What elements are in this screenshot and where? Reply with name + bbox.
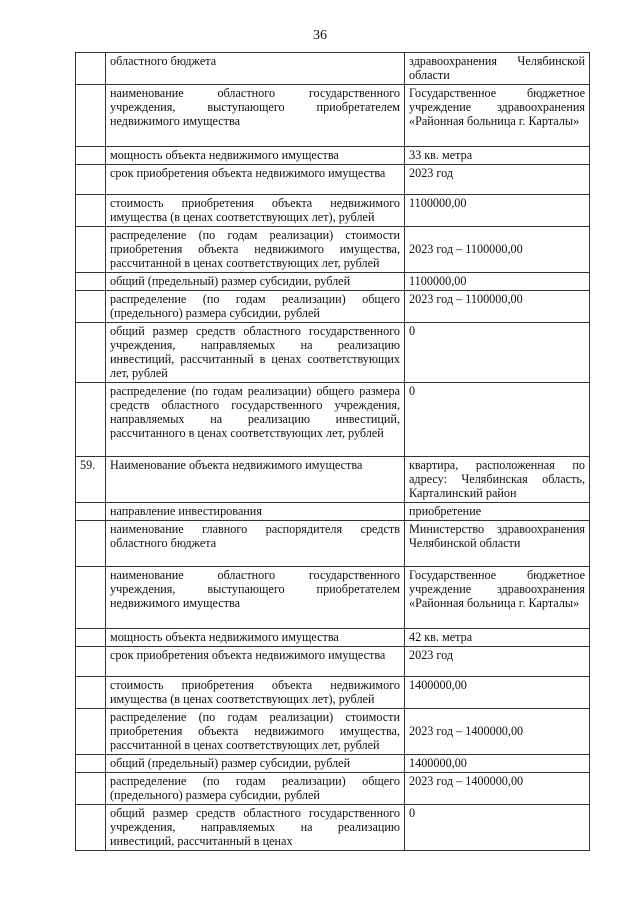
table-row — [76, 273, 590, 291]
row-number — [76, 521, 106, 567]
row-value: 0 — [405, 805, 590, 851]
table-row — [76, 53, 590, 85]
row-description: областного бюджета — [106, 53, 405, 85]
table-row — [76, 383, 590, 457]
row-number — [76, 629, 106, 647]
table-row — [76, 755, 590, 773]
table-row — [76, 147, 590, 165]
row-number — [76, 773, 106, 805]
row-value: Государственное бюджетное учреждение здравоохранения «Районная больница г. Карталы» — [405, 85, 590, 147]
row-number — [76, 165, 106, 195]
row-description: общий (предельный) размер субсидии, рублей — [106, 755, 405, 773]
table-row — [76, 709, 590, 755]
row-description: распределение (по годам реализации) общего (предельного) размера субсидии, рублей — [106, 773, 405, 805]
investment-table — [75, 52, 590, 851]
row-description: мощность объекта недвижимого имущества — [106, 147, 405, 165]
table-row — [76, 647, 590, 677]
table-row — [76, 85, 590, 147]
row-description: стоимость приобретения объекта недвижимого имущества (в ценах соответствующих лет), рублей — [106, 677, 405, 709]
row-number — [76, 677, 106, 709]
row-value: квартира, расположенная по адресу: Челябинская область, Карталинский район — [405, 457, 590, 503]
row-number — [76, 195, 106, 227]
table-row — [76, 773, 590, 805]
table-row — [76, 629, 590, 647]
row-number — [76, 227, 106, 273]
row-value: 2023 год – 1400000,00 — [405, 773, 590, 805]
row-description: наименование главного распорядителя средств областного бюджета — [106, 521, 405, 567]
row-value: здравоохранения Челябинской области — [405, 53, 590, 85]
row-value: 1100000,00 — [405, 195, 590, 227]
row-description: распределение (по годам реализации) стоимости приобретения объекта недвижимого имущества, рассчитанной в ценах соответствующих лет, рублей — [106, 709, 405, 755]
row-value: 42 кв. метра — [405, 629, 590, 647]
row-number — [76, 805, 106, 851]
row-number — [76, 291, 106, 323]
row-number — [76, 383, 106, 457]
row-value: 0 — [405, 323, 590, 383]
table-row — [76, 457, 590, 503]
row-description: стоимость приобретения объекта недвижимого имущества (в ценах соответствующих лет), рублей — [106, 195, 405, 227]
row-value: 1400000,00 — [405, 755, 590, 773]
table-row — [76, 521, 590, 567]
row-value: 2023 год — [405, 647, 590, 677]
row-number — [76, 85, 106, 147]
row-value: 2023 год – 1100000,00 — [405, 291, 590, 323]
table-row — [76, 805, 590, 851]
row-value: 1400000,00 — [405, 677, 590, 709]
table-row — [76, 227, 590, 273]
row-number — [76, 755, 106, 773]
row-number — [76, 53, 106, 85]
row-description: срок приобретения объекта недвижимого имущества — [106, 647, 405, 677]
row-number: 59. — [76, 457, 106, 503]
row-number — [76, 273, 106, 291]
row-value: 2023 год – 1400000,00 — [405, 709, 590, 755]
row-number — [76, 647, 106, 677]
row-number — [76, 323, 106, 383]
page-number: 36 — [313, 28, 327, 43]
table-row — [76, 165, 590, 195]
table-row — [76, 567, 590, 629]
row-value: Министерство здравоохранения Челябинской области — [405, 521, 590, 567]
row-value: 2023 год – 1100000,00 — [405, 227, 590, 273]
table-row — [76, 503, 590, 521]
row-description: мощность объекта недвижимого имущества — [106, 629, 405, 647]
table-row — [76, 677, 590, 709]
row-number — [76, 503, 106, 521]
row-description: срок приобретения объекта недвижимого имущества — [106, 165, 405, 195]
row-number — [76, 709, 106, 755]
row-description: распределение (по годам реализации) стоимости приобретения объекта недвижимого имущества, рассчитанной в ценах соответствующих лет, рублей — [106, 227, 405, 273]
row-description: распределение (по годам реализации) общего размера средств областного государственного учреждения, направляемых на реализацию инвестиций, рассчитанного в ценах соответствующих лет, рублей — [106, 383, 405, 457]
row-value: Государственное бюджетное учреждение здравоохранения «Районная больница г. Карталы» — [405, 567, 590, 629]
row-value: 1100000,00 — [405, 273, 590, 291]
row-description: наименование областного государственного учреждения, выступающего приобретателем недвижимого имущества — [106, 567, 405, 629]
row-description: Наименование объекта недвижимого имущества — [106, 457, 405, 503]
row-value: 33 кв. метра — [405, 147, 590, 165]
row-description: общий размер средств областного государственного учреждения, направляемых на реализацию инвестиций, рассчитанный в ценах соответствующих лет, рублей — [106, 323, 405, 383]
row-description: общий (предельный) размер субсидии, рублей — [106, 273, 405, 291]
row-description: распределение (по годам реализации) общего (предельного) размера субсидии, рублей — [106, 291, 405, 323]
row-value: 0 — [405, 383, 590, 457]
row-value: приобретение — [405, 503, 590, 521]
row-value: 2023 год — [405, 165, 590, 195]
table-row — [76, 291, 590, 323]
row-number — [76, 147, 106, 165]
row-number — [76, 567, 106, 629]
table-row — [76, 323, 590, 383]
table-row — [76, 195, 590, 227]
row-description: наименование областного государственного учреждения, выступающего приобретателем недвижимого имущества — [106, 85, 405, 147]
row-description: общий размер средств областного государственного учреждения, направляемых на реализацию инвестиций, рассчитанный в ценах — [106, 805, 405, 851]
row-description: направление инвестирования — [106, 503, 405, 521]
